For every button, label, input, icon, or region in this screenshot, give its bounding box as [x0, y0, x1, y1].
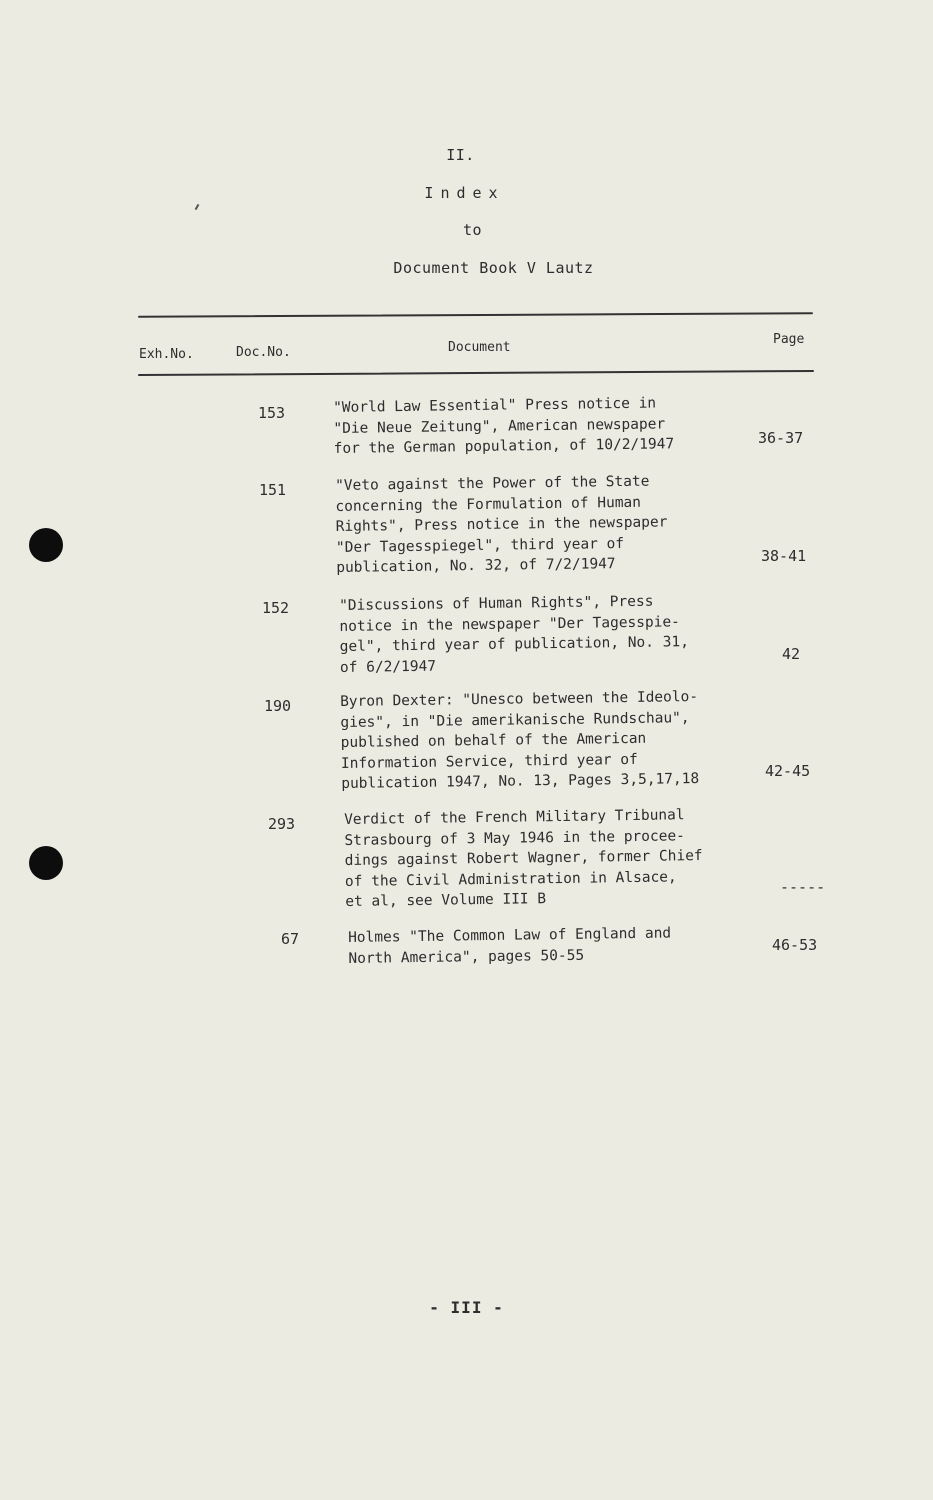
entry-doc-no: 293 — [268, 815, 296, 833]
page-number: - III - — [429, 1298, 504, 1317]
entry-title: Holmes "The Common Law of England and North America", pages 50-55 — [348, 925, 672, 967]
entry-doc-no: 190 — [264, 697, 292, 715]
entry-page: 42 — [782, 645, 801, 663]
punch-hole — [29, 528, 63, 562]
document-book-title: Document Book V Lautz — [393, 259, 594, 277]
punch-hole — [29, 846, 63, 880]
entry-title: Verdict of the French Military Tribunal Strasbourg of 3 May 1946 in the procee- dings against Robert Wagner, former Chief of the Civil Administration in Alsace, et al, see Volume III B — [344, 807, 703, 910]
column-header-doc-no: Doc.No. — [236, 345, 291, 360]
column-header-document: Document — [448, 340, 511, 355]
entry-page: 42-45 — [765, 762, 811, 780]
entry-doc-no: 151 — [259, 481, 287, 499]
index-heading: Index — [424, 184, 505, 202]
entry-page: 36-37 — [758, 429, 804, 447]
entry-doc-no: 153 — [258, 404, 286, 422]
header-rule-top — [138, 312, 813, 318]
entry-doc-no: 152 — [262, 599, 290, 617]
entry-title: "World Law Essential" Press notice in "Die Neue Zeitung", American newspaper for the German population, of 10/2/1947 — [333, 395, 675, 457]
entry-doc-no: 67 — [281, 930, 300, 948]
entry-page: 46-53 — [772, 936, 818, 954]
entry-page: ----- — [780, 878, 826, 896]
entry-title: Byron Dexter: "Unesco between the Ideolo- gies", in "Die amerikanische Rundschau", published on behalf of the American Information Service, third year of publication 1947, No. 13, Pages 3,5,17,18 — [340, 689, 700, 792]
entry-title: "Discussions of Human Rights", Press notice in the newspaper "Der Tagesspie- gel", third year of publication, No. 31, of 6/2/1947 — [339, 593, 689, 676]
entry-title: "Veto against the Power of the State concerning the Formulation of Human Rights", Press notice in the newspaper "Der Tagesspiegel", third year of publication, No. 32, of 7/2/1947 — [335, 473, 668, 576]
column-header-page: Page — [773, 332, 805, 347]
entry-page: 38-41 — [761, 547, 807, 565]
column-header-exh-no: Exh.No. — [139, 347, 194, 362]
header-rule-bottom — [138, 370, 814, 376]
to-label: to — [462, 221, 483, 239]
ink-mark — [195, 204, 200, 210]
section-number: II. — [446, 146, 475, 164]
